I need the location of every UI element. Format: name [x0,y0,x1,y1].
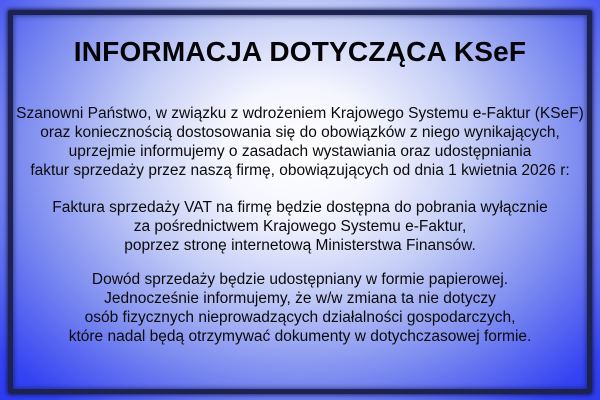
text-line: Szanowni Państwo, w związku z wdrożeniem Krajowego Systemu e-Faktur (KSeF) [16,105,584,122]
paragraph-paper-receipts [0,270,600,346]
paragraph-invoice-access [0,198,600,255]
text-line: Dowód sprzedaży będzie udostępniany w formie papierowej. [91,271,509,288]
text-line: oraz koniecznością dostosowania się do obowiązków z niego wynikających, [40,124,560,141]
text-line: Jednocześnie informujemy, że w/w zmiana ta nie dotyczy [104,290,496,307]
paragraph-intro [0,104,600,180]
text-line: faktur sprzedaży przez naszą firmę, obowiązujących od dnia 1 kwietnia 2026 r: [30,162,570,179]
text-line: uprzejmie informujemy o zasadach wystawiania oraz udostępniania [68,143,532,160]
notice-title: INFORMACJA DOTYCZĄCA KSeF [73,36,527,67]
text-line: osób fizycznych nieprowadzących działalności gospodarczych, [84,309,516,326]
text-line: poprzez stronę internetową Ministerstwa Finansów. [124,237,476,254]
text-line: Faktura sprzedaży VAT na firmę będzie dostępna do pobrania wyłącznie [52,199,548,216]
text-line: które nadal będą otrzymywać dokumenty w dotychczasowej formie. [68,328,532,345]
text-line: za pośrednictwem Krajowego Systemu e-Faktur, [133,218,467,235]
